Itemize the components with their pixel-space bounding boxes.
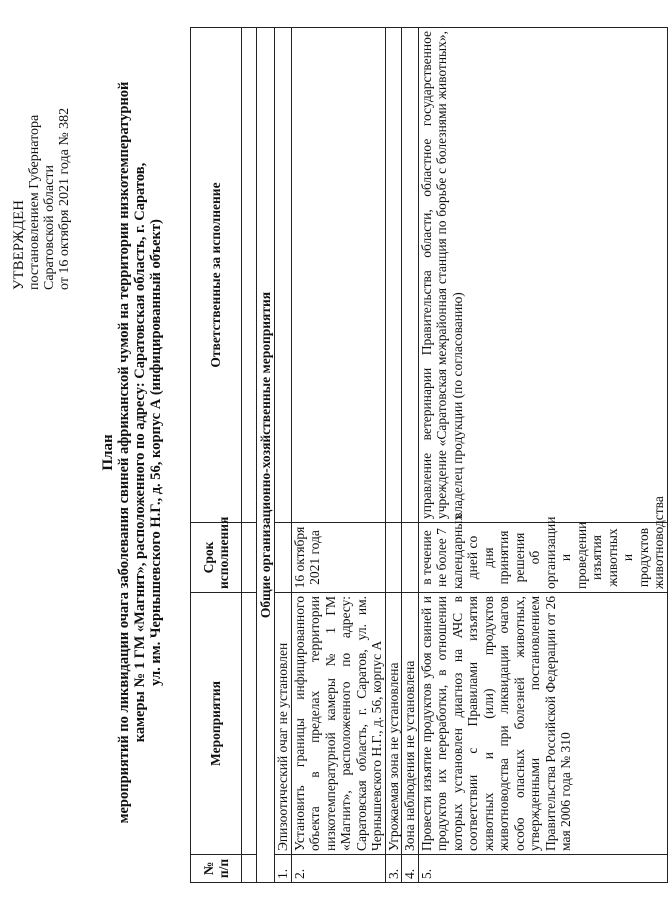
row-measure: Эпизоотический очаг не установлен: [275, 593, 292, 855]
row-responsible: управление ветеринарии Правительства области, областное государственное учреждение «Саратовская межрайонная станция по борьбе с болезнями животных», владелец продукции (по согласованию): [418, 28, 667, 523]
table-spacer-row: [242, 28, 257, 883]
table-row: [418, 28, 667, 883]
approval-line: постановлением Губернатора: [27, 114, 42, 290]
row-term: [402, 523, 419, 593]
row-responsible: [385, 28, 402, 523]
table-row: [385, 28, 402, 883]
row-num: 1.: [275, 855, 292, 883]
row-measure: Зона наблюдения не установлена: [402, 593, 419, 855]
row-num: 3.: [385, 855, 402, 883]
row-num: 4.: [402, 855, 419, 883]
row-term: в течение не более 7 календарных дней со дня принятия решения об организации и проведении изъятия животных и продуктов животноводства: [418, 523, 667, 593]
row-term: 16 октября 2021 года: [291, 523, 385, 593]
row-measure: Установить границы инфицированного объекта в пределах территории низкотемпературной камеры № 1 ГМ «Магнит», расположенного по адресу: Саратовская область, г. Саратов, ул. им. Чернышевского Н.Г., д. 56, корпус А: [291, 593, 385, 855]
table-row: [291, 28, 385, 883]
row-num: 5.: [418, 855, 667, 883]
header-num: № п/п: [191, 855, 242, 883]
table-row: [402, 28, 419, 883]
title-line: мероприятий по ликвидации очага заболевания свиней африканской чумой на территории низкотемпературной: [116, 81, 132, 824]
row-term: [385, 523, 402, 593]
plan-table: [190, 27, 668, 883]
table-row: [275, 28, 292, 883]
approval-line: Саратовской области: [42, 165, 57, 290]
section-row: [257, 28, 275, 883]
title-word: План: [100, 434, 116, 471]
row-num: 2.: [291, 855, 385, 883]
title-line: камеры № 1 ГМ «Магнит», расположенного по адресу: Саратовская область, г. Саратов,: [132, 162, 148, 743]
table-header-row: [191, 28, 242, 883]
row-measure: Угрожаемая зона не установлена: [385, 593, 402, 855]
approval-heading: УТВЕРЖДЕН: [11, 199, 27, 290]
header-measures: Мероприятия: [191, 593, 242, 855]
approval-line: от 16 октября 2021 года № 382: [57, 107, 72, 290]
row-responsible: [291, 28, 385, 523]
section-title: Общие организационно-хозяйственные мероприятия: [257, 28, 275, 883]
row-responsible: [275, 28, 292, 523]
row-measure: Провести изъятие продуктов убоя свиней и продуктов их переработки, в отношении которых установлен диагноз на АЧС в соответствии с Правилами изъятия животных и (или) продуктов животноводства при ликвидации очагов особо опасных болезней животных, утвержденными постановлением Правительства Российской Федерации от 26 мая 2006 года № 310: [418, 593, 667, 855]
title-line: ул. им. Чернышевского Н.Г., д. 56, корпус А (инфицированный объект): [148, 219, 164, 686]
row-responsible: [402, 28, 419, 523]
header-term: Срок исполнения: [191, 523, 242, 593]
header-responsible: Ответственные за исполнение: [191, 28, 242, 523]
row-term: [275, 523, 292, 593]
document-title: [100, 0, 164, 905]
approval-stamp: [12, 10, 72, 290]
